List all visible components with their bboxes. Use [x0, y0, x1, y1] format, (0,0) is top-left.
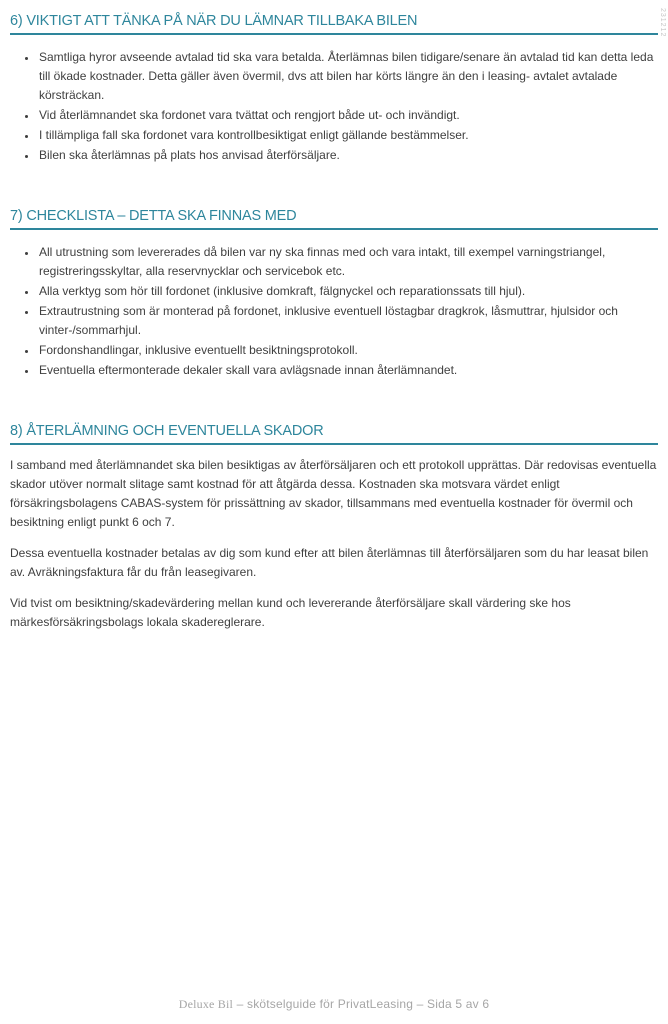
bullet-item: • Samtliga hyror avseende avtalad tid ska vara betalda. Återlämnas bilen tidigare/senare än avtalad tid kan detta leda till ökade kostnader. Detta gäller även övermil, dvs att bilen har körts längre än den i leasing- avtalet avtalade körsträckan. — [37, 48, 658, 105]
section-6-bullet-list — [10, 48, 658, 165]
bullet-item: • Fordonshandlingar, inklusive eventuellt besiktningsprotokoll. — [37, 341, 658, 360]
section-7-bullet-list — [10, 243, 658, 380]
section-8-heading: 8) ÅTERLÄMNING OCH EVENTUELLA SKADOR — [10, 423, 658, 445]
margin-date-stamp: 231212 — [659, 8, 666, 38]
section-8-damages — [10, 423, 658, 632]
section-8-paragraph-3: Vid tvist om besiktning/skadevärdering mellan kund och levererande återförsäljare skall värdering ske hos märkesförsäkringsbolags lokala skadereglerare. — [10, 596, 571, 629]
bullet-item: • Alla verktyg som hör till fordonet (inklusive domkraft, fälgnyckel och reparationssats till hjul). — [37, 282, 658, 301]
page-footer — [0, 997, 668, 1012]
section-7-checklist — [10, 208, 658, 380]
bullet-item: • I tillämpliga fall ska fordonet vara kontrollbesiktigat enligt gällande bestämmelser. — [37, 126, 658, 145]
section-6-heading: 6) VIKTIGT ATT TÄNKA PÅ NÄR DU LÄMNAR TILLBAKA BILEN — [10, 13, 658, 35]
bullet-item: • Extrautrustning som är monterad på fordonet, inklusive eventuell löstagbar dragkrok, låsmuttrar, hjulsidor och vinter-/sommarhjul. — [37, 302, 658, 340]
footer-guide-page-text: – skötselguide för PrivatLeasing – Sida 5 av 6 — [233, 997, 490, 1011]
section-8-paragraph-2: Dessa eventuella kostnader betalas av dig som kund efter att bilen återlämnas till återförsäljaren som du har leasat bilen av. Avräkningsfaktura får du från leasegivaren. — [10, 546, 649, 579]
bullet-item: • Eventuella eftermonterade dekaler skall vara avlägsnade innan återlämnandet. — [37, 361, 658, 380]
section-8-paragraph-1: I samband med återlämnandet ska bilen besiktigas av återförsäljaren och ett protokoll upprättas. Där redovisas eventuella skador utöver normalt slitage samt kostnad för att åtgärda dessa. Kostnaden ska motsvara värdet enligt försäkringsbolagens CABAS-system för prissättning av skador, tillsammans med eventuella kostnader för övermil och besiktning enligt punkt 6 och 7. — [10, 458, 657, 529]
bullet-item: • Vid återlämnandet ska fordonet vara tvättat och rengjort både ut- och invändigt. — [37, 106, 658, 125]
section-6-return-checklist — [10, 13, 658, 165]
bullet-item: • Bilen ska återlämnas på plats hos anvisad återförsäljare. — [37, 146, 658, 165]
bullet-item: • All utrustning som levererades då bilen var ny ska finnas med och vara intakt, till exempel varningstriangel, registreringsskyltar, alla reservnycklar och servicebok etc. — [37, 243, 658, 281]
footer-brand-text: Deluxe Bil — [178, 997, 234, 1011]
section-7-heading: 7) CHECKLISTA – DETTA SKA FINNAS MED — [10, 208, 658, 230]
